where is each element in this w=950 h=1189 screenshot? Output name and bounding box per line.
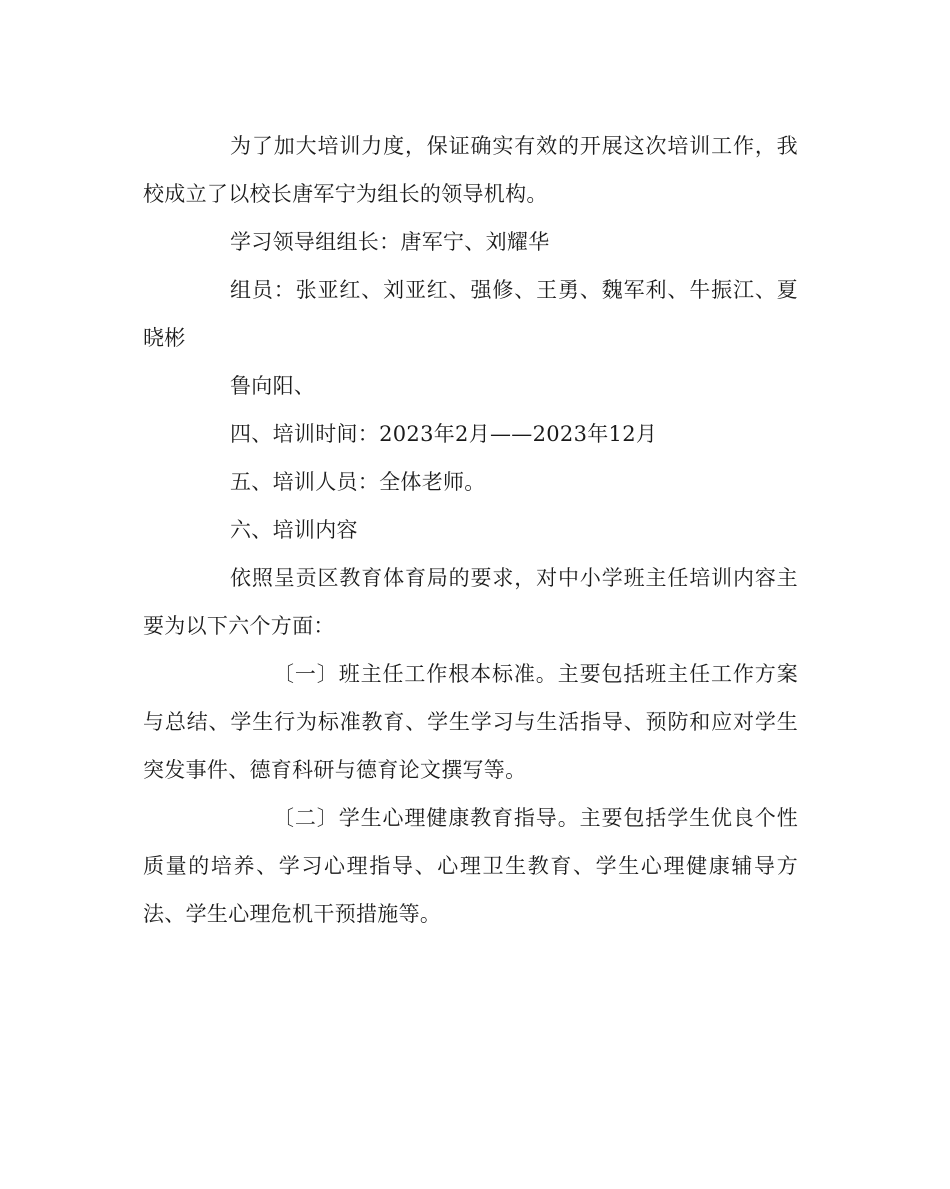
paragraph-group-members-continued: 鲁向阳、 [230, 374, 316, 398]
paragraph-training-personnel: 五、培训人员：全体老师。 [230, 470, 486, 494]
heading-training-content: 六、培训内容 [230, 518, 358, 542]
paragraph-leadership-intro: 为了加大培训力度，保证确实有效的开展这次培训工作，我校成立了以校长唐军宁为组长的领导机构。 [143, 134, 798, 206]
paragraph-item-one: 〔一〕班主任工作根本标准。主要包括班主任工作方案与总结、学生行为标准教育、学生学习与生活指导、预防和应对学生突发事件、德育科研与德育论文撰写等。 [143, 662, 798, 782]
document-body [143, 122, 798, 938]
paragraph-group-members: 组员：张亚红、刘亚红、强修、王勇、魏军利、牛振江、夏晓彬 [143, 278, 798, 350]
paragraph-training-time: 四、培训时间：2023年2月——2023年12月 [230, 422, 658, 446]
paragraph-group-leaders: 学习领导组组长：唐军宁、刘耀华 [230, 230, 550, 254]
paragraph-content-intro: 依照呈贡区教育体育局的要求，对中小学班主任培训内容主要为以下六个方面： [143, 566, 798, 638]
paragraph-item-two: 〔二〕学生心理健康教育指导。主要包括学生优良个性质量的培养、学习心理指导、心理卫生教育、学生心理健康辅导方法、学生心理危机干预措施等。 [143, 806, 798, 926]
